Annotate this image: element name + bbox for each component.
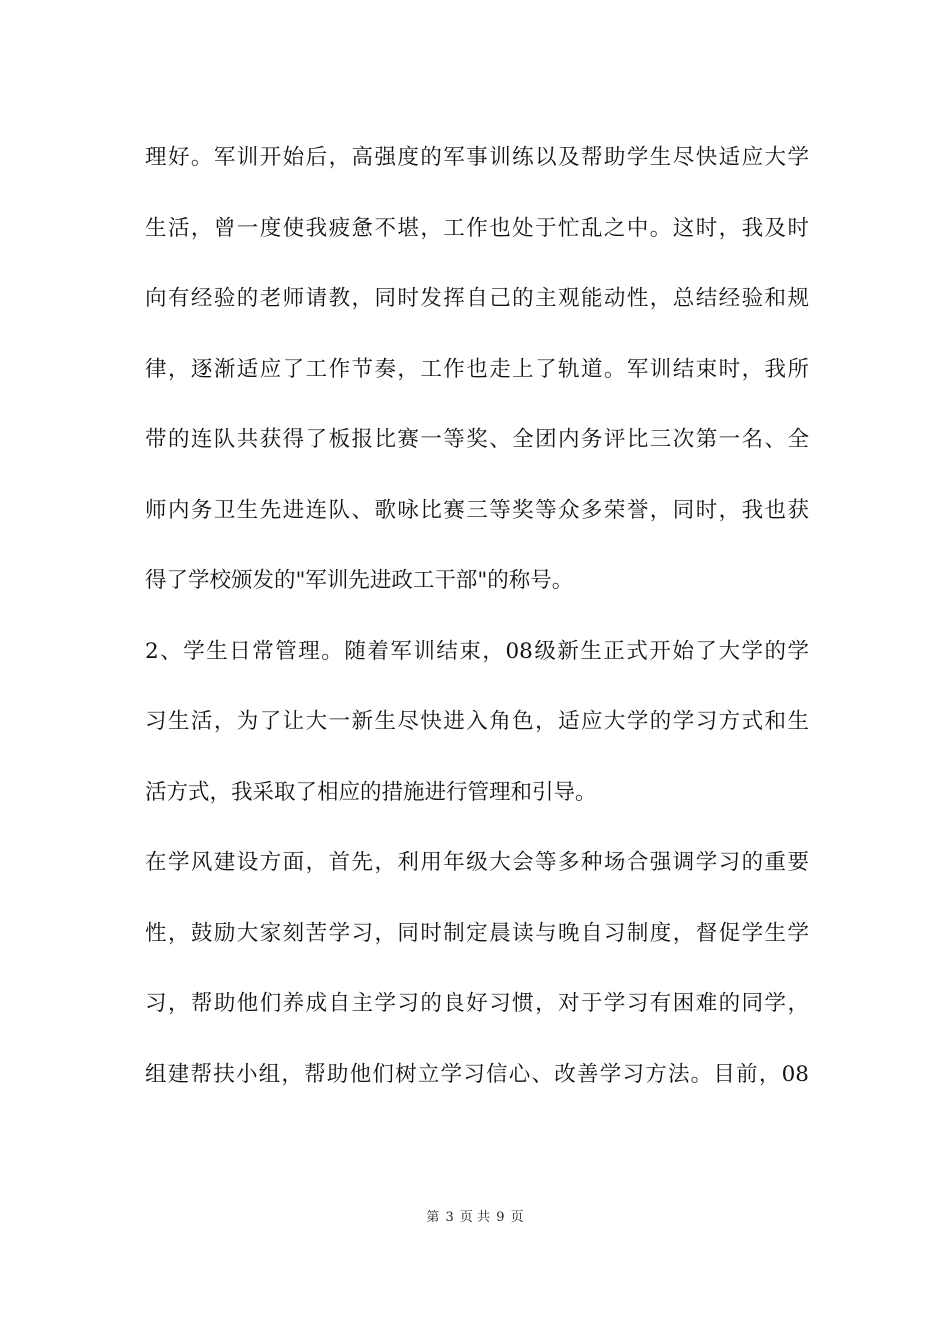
- text-line: 生活，曾一度使我疲惫不堪，工作也处于忙乱之中。这时，我及时: [145, 215, 809, 241]
- text-line: 得了学校颁发的"军训先进政工干部"的称号。: [145, 568, 574, 593]
- text-line: 律，逐渐适应了工作节奏，工作也走上了轨道。军训结束时，我所: [145, 356, 809, 382]
- page-number-footer: [0, 1206, 950, 1225]
- text-line: 习，帮助他们养成自主学习的良好习惯，对于学习有困难的同学，: [145, 991, 809, 1016]
- text-line: 在学风建设方面，首先，利用年级大会等多种场合强调学习的重要: [145, 850, 809, 875]
- text-line: 习生活，为了让大一新生尽快进入角色，适应大学的学习方式和生: [145, 709, 809, 734]
- text-line: 性，鼓励大家刻苦学习，同时制定晨读与晚自习制度，督促学生学: [145, 920, 809, 946]
- text-line: 活方式，我采取了相应的措施进行管理和引导。: [145, 779, 597, 805]
- text-line: 组建帮扶小组，帮助他们树立学习信心、改善学习方法。目前，08: [145, 1061, 809, 1087]
- current-page-number: 3: [445, 1210, 454, 1225]
- total-page-number: 9: [496, 1210, 505, 1225]
- text-line: 2、学生日常管理。随着军训结束，08级新生正式开始了大学的学: [145, 638, 809, 664]
- text-line: 向有经验的老师请教，同时发挥自己的主观能动性，总结经验和规: [145, 286, 809, 311]
- text-line: 师内务卫生先进连队、歌咏比赛三等奖等众多荣誉，同时，我也获: [145, 497, 809, 523]
- text-line: 带的连队共获得了板报比赛一等奖、全团内务评比三次第一名、全: [145, 427, 809, 452]
- footer-prefix: 第: [426, 1210, 440, 1225]
- body-text: [145, 130, 809, 1117]
- footer-middle: 页 共: [459, 1210, 491, 1225]
- text-line: 理好。军训开始后，高强度的军事训练以及帮助学生尽快适应大学: [145, 145, 809, 170]
- footer-suffix: 页: [510, 1210, 524, 1225]
